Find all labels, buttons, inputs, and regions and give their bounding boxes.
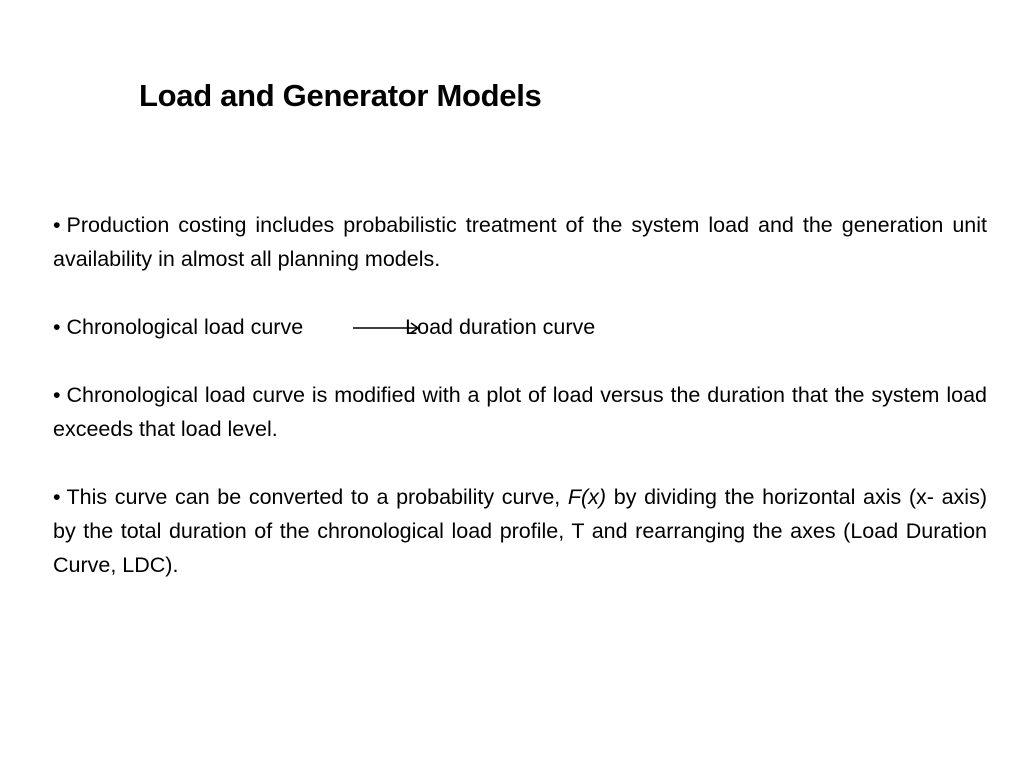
bullet-curve-conversion [53, 310, 987, 344]
bullet-dot: • [53, 485, 61, 509]
right-arrow-icon [353, 321, 423, 335]
bullet-text-pre: This curve can be converted to a probability curve, [66, 485, 561, 509]
bullet-modified-curve [53, 378, 987, 446]
chronological-load-curve-label: Chronological load curve [66, 315, 304, 339]
bullet-dot: • [53, 213, 61, 237]
bullet-probability-curve [53, 480, 987, 582]
bullet-production-costing [53, 208, 987, 276]
bullet-text-post: by dividing the horizontal axis (x- axis) by the total duration of the chronological load profile, T and rearranging the axes (Load Duration Curve, LDC). [53, 485, 987, 577]
bullet-dot: • [53, 383, 61, 407]
bullet-text: Chronological load curve is modified with a plot of load versus the duration that the system load exceeds that load level. [53, 383, 987, 441]
bullet-dot: • [53, 315, 61, 339]
slide-title: Load and Generator Models [139, 78, 542, 113]
load-duration-curve-label: Load duration curve [405, 315, 596, 339]
slide-content [53, 208, 987, 616]
bullet-text: Production costing includes probabilistic treatment of the system load and the generation unit availability in almost all planning models. [53, 213, 987, 271]
function-fx: F(x) [567, 485, 607, 509]
